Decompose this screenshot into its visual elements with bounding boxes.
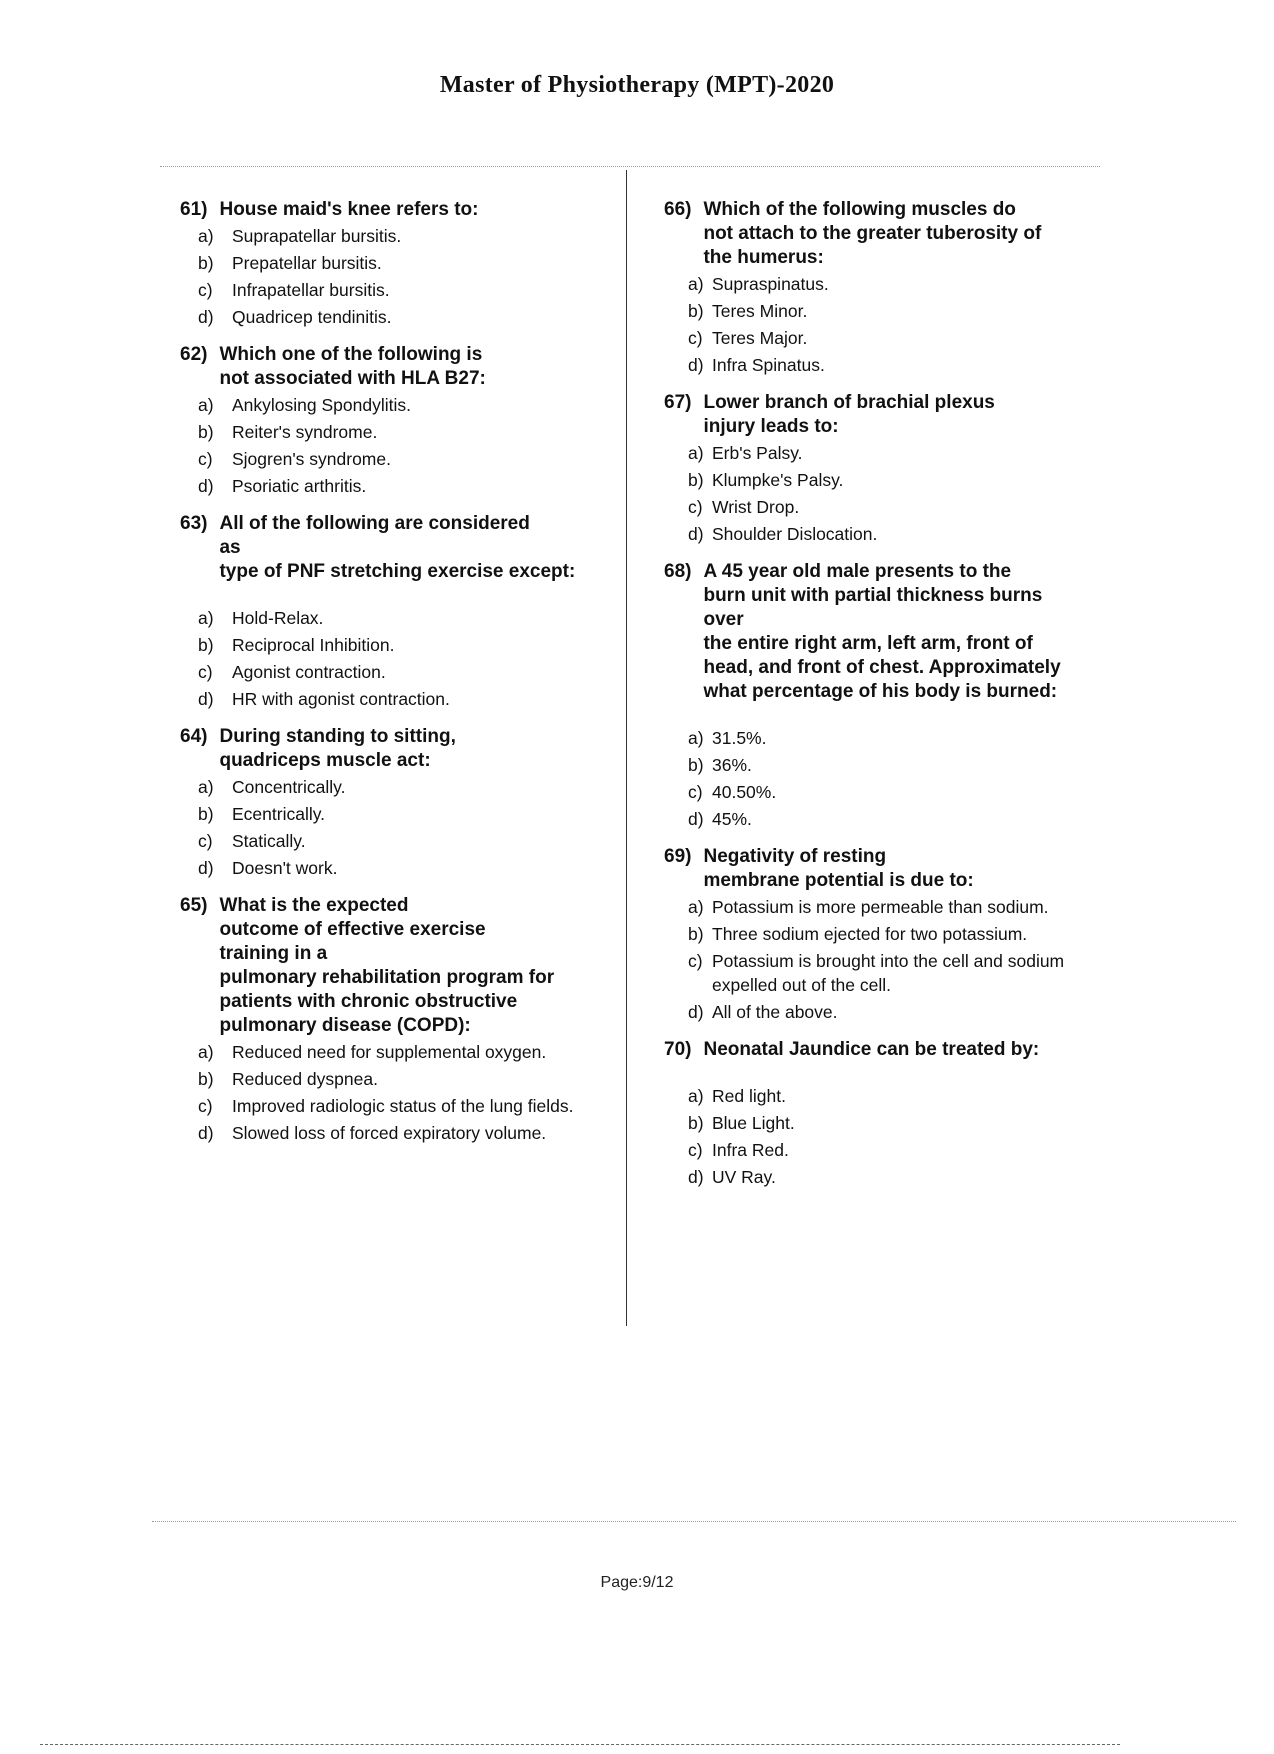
- option-text: Klumpke's Palsy.: [712, 470, 844, 490]
- question-64: [180, 725, 600, 880]
- question-67: [664, 391, 1104, 546]
- option-text: Prepatellar bursitis.: [232, 253, 382, 273]
- option-text: Supraspinatus.: [712, 274, 829, 294]
- option-letter: c): [688, 1140, 703, 1160]
- option-text: Infrapatellar bursitis.: [232, 280, 390, 300]
- option-a: [688, 726, 1104, 750]
- option-letter: a): [198, 1042, 214, 1062]
- option-letter: c): [688, 951, 703, 971]
- option-letter: c): [198, 831, 213, 851]
- question-68: [664, 560, 1104, 831]
- question-65: [180, 894, 600, 1145]
- option-text: Blue Light.: [712, 1113, 795, 1133]
- option-letter: c): [198, 662, 213, 682]
- option-text: 45%.: [712, 809, 752, 829]
- question-number: 63): [180, 513, 208, 534]
- option-c: [198, 1094, 600, 1118]
- options-list: [688, 726, 1104, 831]
- bottom-divider: [152, 1521, 1236, 1522]
- question-number: 62): [180, 344, 208, 365]
- option-text: 36%.: [712, 755, 752, 775]
- option-letter: b): [198, 253, 214, 273]
- option-letter: b): [198, 1069, 214, 1089]
- option-text: 40.50%.: [712, 782, 777, 802]
- option-b: [688, 1111, 1104, 1135]
- option-letter: d): [688, 1167, 704, 1187]
- option-letter: b): [688, 301, 704, 321]
- option-letter: c): [688, 497, 703, 517]
- options-list: [198, 1040, 600, 1145]
- option-b: [198, 251, 600, 275]
- option-c: [688, 495, 1104, 519]
- option-letter: d): [198, 689, 214, 709]
- option-letter: a): [198, 226, 214, 246]
- option-c: [688, 949, 1104, 997]
- top-divider: [160, 166, 1100, 167]
- option-c: [198, 278, 600, 302]
- option-letter: c): [688, 782, 703, 802]
- question-text: During standing to sitting, quadriceps muscle act:: [219, 726, 456, 771]
- option-text: Ecentrically.: [232, 804, 326, 824]
- option-text: Reiter's syndrome.: [232, 422, 378, 442]
- option-letter: d): [688, 1002, 704, 1022]
- option-letter: c): [198, 1096, 213, 1116]
- question-66: [664, 198, 1104, 377]
- option-c: [198, 660, 600, 684]
- question-number: 69): [664, 846, 692, 867]
- options-list: [198, 775, 600, 880]
- option-text: Sjogren's syndrome.: [232, 449, 391, 469]
- option-d: [198, 1121, 600, 1145]
- option-a: [688, 441, 1104, 465]
- question-69: [664, 845, 1104, 1024]
- option-text: Infra Spinatus.: [712, 355, 825, 375]
- question-number: 68): [664, 561, 692, 582]
- option-text: 31.5%.: [712, 728, 767, 748]
- option-text: Agonist contraction.: [232, 662, 386, 682]
- option-letter: d): [688, 809, 704, 829]
- option-text: All of the above.: [712, 1002, 838, 1022]
- option-c: [688, 1138, 1104, 1162]
- question-text: Lower branch of brachial plexus injury leads to:: [703, 392, 995, 437]
- option-a: [198, 775, 600, 799]
- option-text: Statically.: [232, 831, 306, 851]
- option-d: [198, 305, 600, 329]
- option-letter: a): [688, 443, 704, 463]
- option-letter: a): [688, 1086, 704, 1106]
- options-list: [198, 393, 600, 498]
- option-d: [198, 474, 600, 498]
- column-divider: [626, 170, 627, 1326]
- option-b: [688, 468, 1104, 492]
- option-d: [688, 1165, 1104, 1189]
- option-letter: d): [688, 355, 704, 375]
- question-61: [180, 198, 600, 329]
- question-text: Which of the following muscles do not attach to the greater tuberosity of the humerus:: [703, 199, 1042, 268]
- question-number: 64): [180, 726, 208, 747]
- option-b: [198, 1067, 600, 1091]
- right-column: [664, 198, 1104, 1203]
- question-text: Negativity of resting membrane potential is due to:: [703, 846, 974, 891]
- option-letter: a): [198, 777, 214, 797]
- option-b: [688, 922, 1104, 946]
- option-a: [688, 1084, 1104, 1108]
- option-letter: c): [198, 280, 213, 300]
- question-63: [180, 512, 600, 711]
- option-letter: a): [688, 728, 704, 748]
- option-text: Improved radiologic status of the lung fields.: [232, 1096, 574, 1116]
- option-letter: d): [198, 307, 214, 327]
- question-number: 70): [664, 1039, 692, 1060]
- option-b: [688, 299, 1104, 323]
- option-letter: b): [198, 635, 214, 655]
- option-c: [198, 447, 600, 471]
- option-letter: d): [198, 476, 214, 496]
- option-b: [198, 802, 600, 826]
- page-number: Page:9/12: [600, 1574, 674, 1591]
- option-text: Quadricep tendinitis.: [232, 307, 392, 327]
- option-letter: d): [688, 524, 704, 544]
- question-62: [180, 343, 600, 498]
- option-text: Potassium is more permeable than sodium.: [712, 897, 1049, 917]
- option-a: [688, 895, 1104, 919]
- option-text: Three sodium ejected for two potassium.: [712, 924, 1028, 944]
- option-d: [688, 807, 1104, 831]
- page-title: Master of Physiotherapy (MPT)-2020: [439, 72, 835, 98]
- option-text: Reduced dyspnea.: [232, 1069, 378, 1089]
- option-b: [198, 420, 600, 444]
- option-text: Ankylosing Spondylitis.: [232, 395, 411, 415]
- option-a: [198, 606, 600, 630]
- left-column: [180, 198, 600, 1159]
- option-text: Reciprocal Inhibition.: [232, 635, 395, 655]
- options-list: [688, 441, 1104, 546]
- option-letter: b): [198, 804, 214, 824]
- option-text: Slowed loss of forced expiratory volume.: [232, 1123, 547, 1143]
- option-letter: c): [198, 449, 213, 469]
- option-d: [688, 353, 1104, 377]
- option-letter: a): [688, 274, 704, 294]
- option-letter: d): [198, 858, 214, 878]
- option-c: [198, 829, 600, 853]
- option-letter: c): [688, 328, 703, 348]
- option-c: [688, 780, 1104, 804]
- option-b: [198, 633, 600, 657]
- question-number: 61): [180, 199, 208, 220]
- option-d: [688, 522, 1104, 546]
- question-text: Which one of the following is not associated with HLA B27:: [219, 344, 486, 389]
- option-text: Potassium is brought into the cell and sodium expelled out of the cell.: [712, 951, 1065, 995]
- option-b: [688, 753, 1104, 777]
- options-list: [198, 606, 600, 711]
- option-text: Doesn't work.: [232, 858, 338, 878]
- footer-rule: [40, 1744, 1120, 1745]
- options-list: [688, 895, 1104, 1024]
- options-list: [688, 1084, 1104, 1189]
- option-text: Suprapatellar bursitis.: [232, 226, 402, 246]
- option-a: [198, 393, 600, 417]
- option-letter: a): [198, 608, 214, 628]
- option-d: [688, 1000, 1104, 1024]
- question-70: [664, 1038, 1104, 1189]
- option-a: [688, 272, 1104, 296]
- options-list: [198, 224, 600, 329]
- option-text: Erb's Palsy.: [712, 443, 803, 463]
- options-list: [688, 272, 1104, 377]
- option-letter: b): [688, 1113, 704, 1133]
- option-text: UV Ray.: [712, 1167, 776, 1187]
- option-letter: b): [688, 470, 704, 490]
- option-text: Red light.: [712, 1086, 786, 1106]
- option-text: Teres Minor.: [712, 301, 808, 321]
- option-a: [198, 1040, 600, 1064]
- option-text: HR with agonist contraction.: [232, 689, 450, 709]
- option-text: Shoulder Dislocation.: [712, 524, 878, 544]
- question-text: A 45 year old male presents to the burn unit with partial thickness burns over the entire right arm, left arm, front of head, and front of chest. Approximately what percentage of his body is burned:: [703, 561, 1061, 702]
- question-text: All of the following are considered as type of PNF stretching exercise except:: [219, 513, 576, 582]
- option-a: [198, 224, 600, 248]
- option-d: [198, 856, 600, 880]
- question-text: House maid's knee refers to:: [219, 199, 479, 220]
- option-letter: b): [198, 422, 214, 442]
- question-number: 66): [664, 199, 692, 220]
- option-letter: d): [198, 1123, 214, 1143]
- option-c: [688, 326, 1104, 350]
- question-text: What is the expected outcome of effective exercise training in a pulmonary rehabilitation program for patients with chronic obstructive pulmonary disease (COPD):: [219, 895, 555, 1036]
- option-text: Reduced need for supplemental oxygen.: [232, 1042, 547, 1062]
- option-letter: a): [198, 395, 214, 415]
- option-letter: b): [688, 924, 704, 944]
- option-letter: a): [688, 897, 704, 917]
- option-text: Hold-Relax.: [232, 608, 324, 628]
- option-text: Infra Red.: [712, 1140, 789, 1160]
- option-text: Concentrically.: [232, 777, 346, 797]
- question-text: Neonatal Jaundice can be treated by:: [703, 1039, 1040, 1060]
- option-d: [198, 687, 600, 711]
- question-number: 67): [664, 392, 692, 413]
- option-letter: b): [688, 755, 704, 775]
- question-number: 65): [180, 895, 208, 916]
- option-text: Psoriatic arthritis.: [232, 476, 367, 496]
- option-text: Teres Major.: [712, 328, 808, 348]
- option-text: Wrist Drop.: [712, 497, 800, 517]
